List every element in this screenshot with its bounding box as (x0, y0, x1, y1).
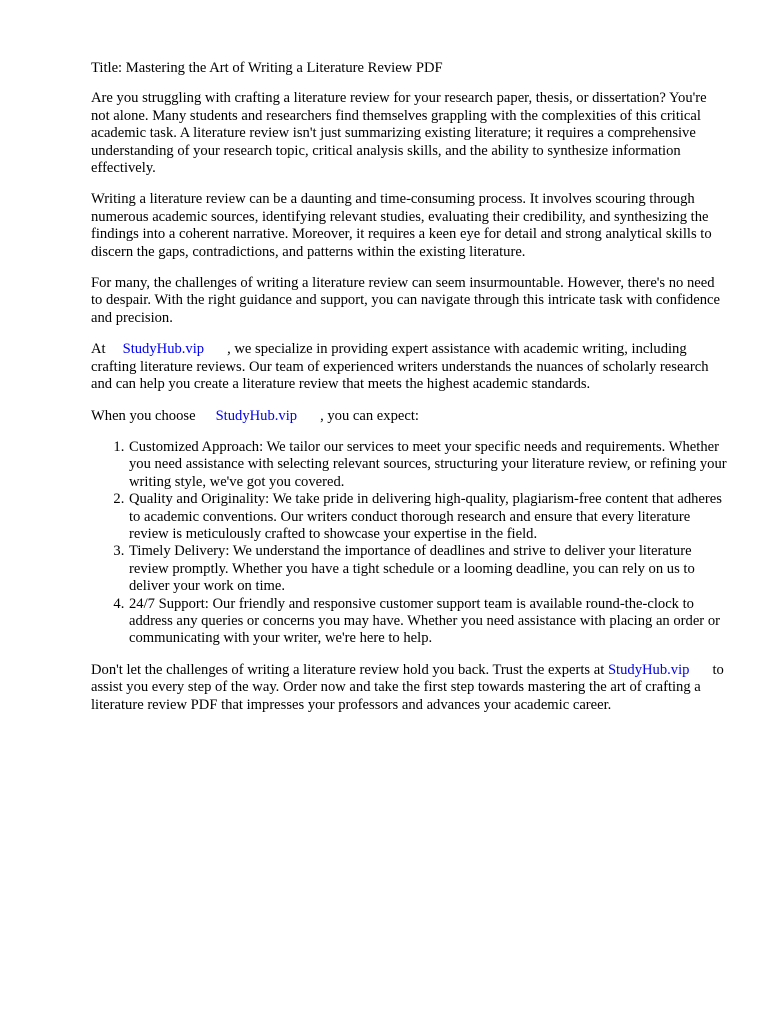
paragraph-closing-lead: Don't let the challenges of writing a literature review hold you back. Trust the experts at (91, 661, 605, 678)
paragraph-challenges: For many, the challenges of writing a literature review can seem insurmountable. However, there's no need to despair. With the right guidance and support, you can navigate through this intricate task with confidence and precision. (91, 275, 720, 326)
paragraph-process: Writing a literature review can be a daunting and time-consuming process. It involves scouring through numerous academic sources, identifying relevant studies, evaluating their credibility, and synthesizing the findings into a coherent narrative. Moreover, it requires a keen eye for detail and strong analytical skills to discern the gaps, contradictions, and patterns within the existing literature. (91, 191, 712, 260)
document-title: Title: Mastering the Art of Writing a Literature Review PDF (91, 60, 443, 76)
paragraph-expect-text: , you can expect: (320, 407, 419, 424)
paragraph-closing (91, 662, 728, 714)
paragraph-about-lead: At (91, 341, 106, 358)
paragraph-expect (91, 408, 728, 425)
studyhub-link[interactable]: StudyHub.vip (122, 341, 205, 358)
studyhub-link[interactable]: StudyHub.vip (215, 407, 298, 424)
paragraph-intro: Are you struggling with crafting a literature review for your research paper, thesis, or dissertation? You're not alone. Many students and researchers find themselves grappling with the complexities of this critical academic task. A literature review isn't just summarizing existing literature; it requires a comprehensive understanding of your research topic, critical analysis skills, and the ability to synthesize information effectively. (91, 90, 707, 177)
list-item: 2. Quality and Originality: We take pride in delivering high-quality, plagiarism-free content that adheres to academic conventions. Our writers conduct thorough research and ensure that every literature review is meticulously crafted to showcase your expertise in the field. (128, 491, 728, 543)
studyhub-link[interactable]: StudyHub.vip (607, 661, 690, 678)
list-item: 4. 24/7 Support: Our friendly and responsive customer support team is available round-the-clock to address any queries or concerns you may have. Whether you need assistance with placing an order or communicating with your writer, we're here to help. (128, 596, 728, 648)
list-item: 3. Timely Delivery: We understand the importance of deadlines and strive to deliver your literature review promptly. Whether you have a tight schedule or a looming deadline, you can rely on us to deliver your work on time. (128, 543, 728, 595)
paragraph-about (91, 341, 728, 393)
paragraph-about-text: , we specialize in providing expert assistance with academic writing, including crafting literature reviews. Our team of experienced writers understands the nuances of scholarly research and can help you create a literature review that meets the highest academic standards. (91, 341, 709, 393)
list-item: 1. Customized Approach: We tailor our services to meet your specific needs and requirements. Whether you need assistance with selecting relevant sources, structuring your literature review, or refining your writing style, we've got you covered. (128, 439, 728, 491)
benefits-list (91, 439, 728, 648)
paragraph-expect-lead: When you choose (91, 407, 196, 424)
paragraph-closing-text: to assist you every step of the way. Order now and take the first step towards mastering the art of crafting a literature review PDF that impresses your professors and advances your academic career. (91, 661, 724, 713)
